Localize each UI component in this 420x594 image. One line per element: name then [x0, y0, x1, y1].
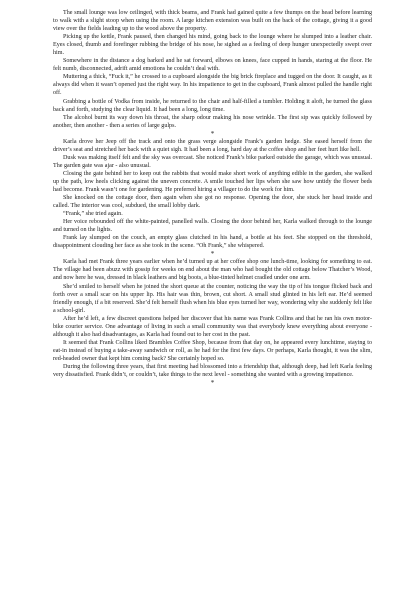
paragraph: After he’d left, a few discreet questions helped her discover that his name was Frank Collins and that he ran his own motor-bike courier service. One advantage of living in such a small community was that everybody knew everything about everyone - although it also had disadvantages, as Karla had found out to her cost in the past. [53, 315, 372, 338]
paragraph: The small lounge was low ceilinged, with thick beams, and Frank had gained quite a few thumps on the head before learning to walk with a slight stoop when using the room. A large kitchen extension was built on the back of the cottage, giving it a good view over the fields leading up to the wood above the property. [53, 10, 372, 33]
paragraph: Karla had met Frank three years earlier when he’d turned up at her coffee shop one lunch-time, looking for something to eat. The village had been abuzz with gossip for weeks on end about the man who had bought the old cottage below Thatcher’s Wood, and now here he was, dressed in black leathers and big boots, a blue-tinted helmet cradled under one arm. [53, 259, 372, 282]
paragraph: Her voice rebounded off the white-painted, panelled walls. Closing the door behind her, Karla walked through to the lounge and turned on the lights. [53, 219, 372, 234]
paragraph: The alcohol burnt its way down his throat, the sharp odour making his nose wrinkle. The first sip was quickly followed by another, then another - then a series of large gulps. [53, 114, 372, 129]
section-separator: * [210, 129, 215, 138]
section-separator: * [210, 379, 215, 388]
paragraph: Karla drove her Jeep off the track and onto the grass verge alongside Frank’s garden hedge. She eased herself from the driver’s seat and stretched her back with a quiet sigh. It had been a long, hard day at the coffee shop and her feet hurt like hell. [53, 138, 372, 153]
paragraph: Dusk was making itself felt and the sky was overcast. She noticed Frank’s bike parked outside the garage, which was unusual. The garden gate was ajar - also unusual. [53, 154, 372, 169]
paragraph: Grabbing a bottle of Vodka from inside, he returned to the chair and half-filled a tumbler. Holding it aloft, he turned the glass back and forth, studying the clear liquid. It had been a long, long time. [53, 98, 372, 113]
paragraph: She’d smiled to herself when he joined the short queue at the counter, noticing the way the tip of his tongue flicked back and forth over a small scar on his upper lip. His hair was thin, brown, cut short. A small stud glinted in his left ear. He’d seemed friendly enough, if a bit reserved. She’d felt herself flush when his blue eyes turned her way, wondering why she suddenly felt like a school-girl. [53, 283, 372, 314]
paragraph: She knocked on the cottage door, then again when she got no response. Opening the door, she stuck her head inside and called. The interior was cool, subdued, the small lobby dark. [53, 195, 372, 210]
paragraph: Muttering a thick, “Fuck it,” he crossed to a cupboard alongside the big brick fireplace and tugged on the door. It caught, as it always did when it wasn’t opened just the right way. In his impatience to get in the cupboard, Frank almost pulled the handle right off. [53, 74, 372, 97]
paragraph: During the following three years, that first meeting had blossomed into a friendship that, although deep, had left Karla feeling very dissatisfied. Frank didn’t, or couldn’t, take things to the next level - something she wanted with a growing impatience. [53, 363, 372, 379]
paragraph: Frank lay slumped on the couch, an empty glass clutched in his hand, a bottle at his feet. She stopped on the threshold, disappointment clouding her face as she took in the scene. “Oh Frank,” she whispered. [53, 235, 372, 250]
paragraph: Somewhere in the distance a dog barked and he sat forward, elbows on knees, face cupped in hands, staring at the floor. He felt numb, disconnected, adrift amid emotions he couldn’t deal with. [53, 58, 372, 73]
section-separator: * [210, 250, 215, 259]
page-body [53, 9, 372, 387]
paragraph: Closing the gate behind her to keep out the rabbits that would make short work of anything edible in the garden, she walked up the path, low heels clicking against the uneven concrete. A smile touched her lips when she saw how untidy the flower beds had become. Frank wasn’t one for gardening. He preferred hiring a villager to do the work for him. [53, 170, 372, 193]
paragraph: Picking up the kettle, Frank paused, then changed his mind, going back to the lounge where he slumped into a leather chair. Eyes closed, thumb and forefinger rubbing the bridge of his nose, he sighed as a feeling of deep hunger unexpectedly swept over him. [53, 34, 372, 57]
paragraph: It seemed that Frank Collins liked Brambles Coffee Shop, because from that day on, he appeared every lunchtime, staying to eat-in instead of buying a take-away sandwich or roll, as he had for the first few days. Or perhaps, Karla thought, it was the slim, red-headed owner that kept him coming back? She certainly hoped so. [53, 339, 372, 362]
paragraph: “Frank,” she tried again. [63, 211, 123, 218]
